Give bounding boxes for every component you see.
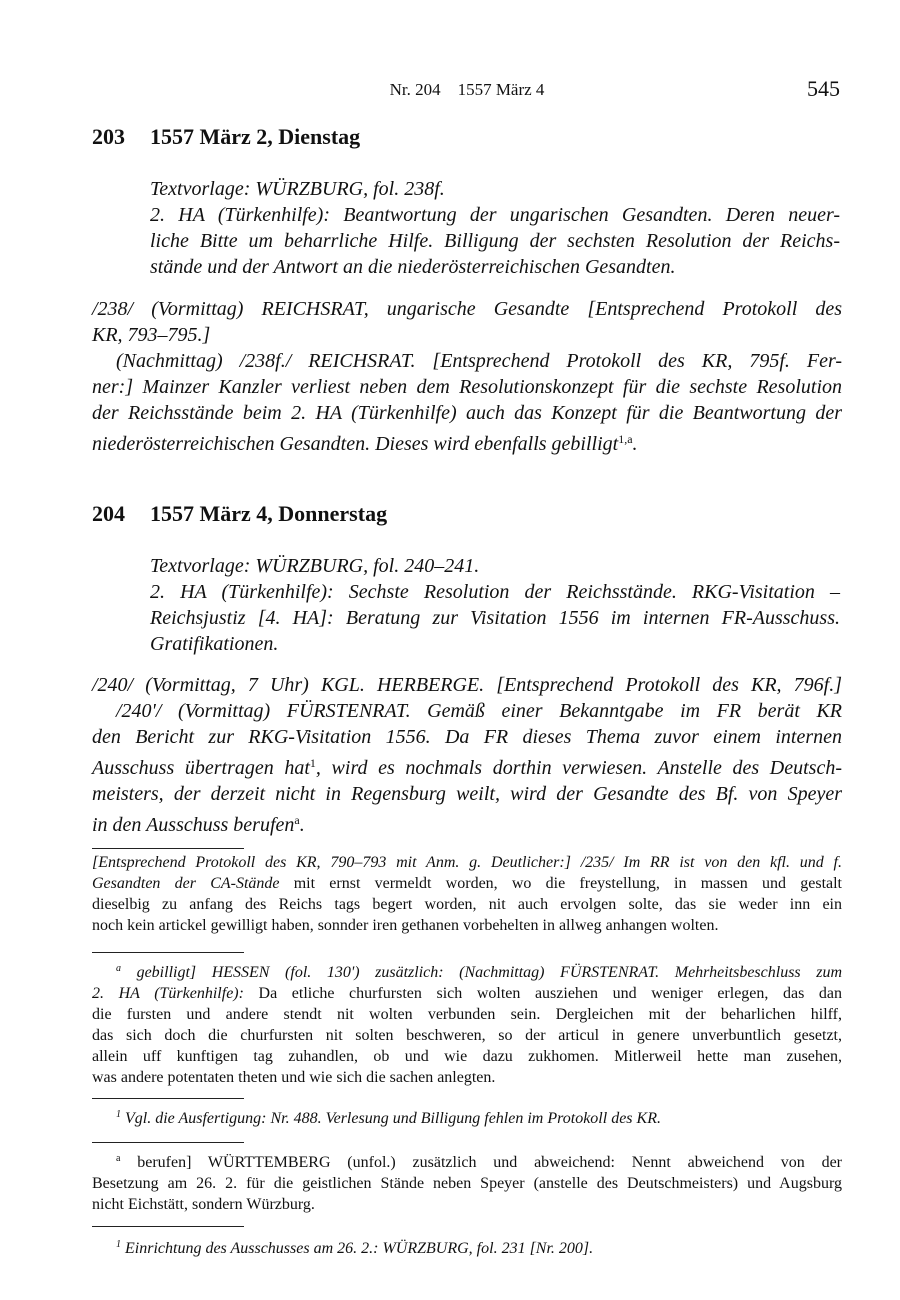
text-line: (Nachmittag) /238f./ REICHSRAT. [Entsprechend Protokoll des KR, 795f. Fer- <box>116 350 842 372</box>
footnote-1-entry-204 <box>92 1104 842 1129</box>
footnote-line: was andere potentaten theten und wie sich die sachen anlegten. <box>92 1069 496 1086</box>
entry-date: 1557 März 2, Dienstag <box>150 124 361 149</box>
footnote-1-entry-203 <box>92 852 842 936</box>
text-line: KR, 793–795.] <box>92 324 211 346</box>
footnote-mark: a <box>116 1153 121 1164</box>
footnote-segment: mit ernst vermeldt worden, wo die freystellung, in massen und gestalt <box>279 875 843 892</box>
footnote-line: das sich doch die churfursten nit solten beschweren, so der articul in genere unverbuntlich gesetzt, <box>92 1027 842 1044</box>
footnote-mark: a <box>116 963 121 974</box>
entry-heading-203 <box>92 124 360 150</box>
footnote-mark: 1,a <box>618 432 633 446</box>
footnote-line <box>92 1234 842 1259</box>
text-segment: Ausschuss übertragen hat <box>92 757 310 779</box>
footnote-line: allein uff kunftigen tag zuhandlen, ob und wie dazu zukhomen. Mitlerweil hette man zusehen, <box>92 1048 842 1065</box>
entry-text-204 <box>92 672 842 838</box>
footnote-segment: Einrichtung des Ausschusses am 26. 2.: WÜRZBURG, fol. 231 [Nr. 200]. <box>125 1240 594 1257</box>
footnote-segment: 2. HA (Türkenhilfe): <box>92 985 244 1002</box>
entry-number: 203 <box>92 124 125 149</box>
footnote-line: Besetzung am 26. 2. für die geistlichen Stände neben Speyer (anstelle des Deutschmeisters) und Augsburg <box>92 1175 842 1192</box>
footnote-rule <box>92 1142 244 1143</box>
page-header <box>92 78 842 106</box>
footnote-mark: a <box>294 813 300 827</box>
footnote-line: dieselbig zu anfang des Reichs tags begert worden, nit auch ervolgen solte, das sie weder inn ein <box>92 896 842 913</box>
footnote-line <box>92 1148 842 1173</box>
footnote-rule <box>92 952 244 953</box>
footnote-1b-entry-204 <box>92 1234 842 1259</box>
footnote-segment: Vgl. die Ausfertigung: Nr. 488. Verlesung und Billigung fehlen im Protokoll des KR. <box>125 1110 661 1127</box>
footnote-mark: 1 <box>116 1239 121 1250</box>
text-line <box>92 750 842 781</box>
entry-date: 1557 März 4, Donnerstag <box>150 501 388 526</box>
text-line: /238/ (Vormittag) REICHSRAT, ungarische Gesandte [Entsprechend Protokoll des <box>92 298 842 320</box>
regest-line: Textvorlage: WÜRZBURG, fol. 238f. <box>150 178 445 200</box>
text-line: /240'/ (Vormittag) FÜRSTENRAT. Gemäß einer Bekanntgabe im FR berät KR <box>116 700 842 722</box>
regest-203 <box>150 176 840 280</box>
text-segment: in den Ausschuss berufen <box>92 814 295 836</box>
entry-text-203 <box>92 296 842 457</box>
footnote-line <box>92 873 842 894</box>
footnote-line: [Entsprechend Protokoll des KR, 790–793 mit Anm. g. Deutlicher:] /235/ Im RR ist von den kfl. und f. <box>92 854 842 871</box>
footnote-segment: Da etliche churfursten sich wolten ausziehen und weniger erlegen, das dan <box>243 985 843 1002</box>
regest-line: 2. HA (Türkenhilfe): Beantwortung der ungarischen Gesandten. Deren neuer- <box>150 204 840 226</box>
footnote-rule <box>92 1098 244 1099</box>
page-number: 545 <box>807 76 840 101</box>
text-line: den Bericht zur RKG-Visitation 1556. Da FR dieses Thema zuvor einem internen <box>92 726 842 748</box>
footnote-line: nicht Eichstätt, sondern Würzburg. <box>92 1196 315 1213</box>
text-line: der Reichsstände beim 2. HA (Türkenhilfe) auch das Konzept für die Beantwortung der <box>92 402 842 424</box>
entry-heading-204 <box>92 501 387 527</box>
footnote-segment: gebilligt] HESSEN (fol. 130') zusätzlich: (Nachmittag) FÜRSTENRAT. Mehrheitsbeschluss zum <box>136 964 843 981</box>
text-line <box>92 807 842 838</box>
footnote-line <box>92 1104 842 1129</box>
text-segment: niederösterreichischen Gesandten. Dieses wird ebenfalls gebilligt <box>92 433 619 455</box>
text-line: ner:] Mainzer Kanzler verliest neben dem Resolutionskonzept für die sechste Resolution <box>92 376 842 398</box>
footnote-line <box>92 983 842 1004</box>
regest-line: Textvorlage: WÜRZBURG, fol. 240–241. <box>150 555 480 577</box>
text-segment: . <box>632 433 638 455</box>
text-line: /240/ (Vormittag, 7 Uhr) KGL. HERBERGE. [Entsprechend Protokoll des KR, 796f.] <box>92 674 842 696</box>
running-head: Nr. 204 1557 März 4 <box>389 80 545 99</box>
footnote-a-entry-204 <box>92 1148 842 1215</box>
regest-line: Gratifikationen. <box>150 633 279 655</box>
footnote-segment: Gesandten der CA-Stände <box>92 875 280 892</box>
footnote-line <box>92 958 842 983</box>
regest-line: stände und der Antwort an die niederösterreichischen Gesandten. <box>150 256 676 278</box>
regest-204 <box>150 553 840 657</box>
footnote-line: noch kein artickel gewilligt haben, sonnder iren gethanen vorbehelten in allweg anhangen wolten. <box>92 917 719 934</box>
regest-line: 2. HA (Türkenhilfe): Sechste Resolution der Reichsstände. RKG-Visitation – <box>150 581 840 603</box>
footnote-mark: 1 <box>116 1109 121 1120</box>
footnote-rule <box>92 848 244 849</box>
text-line: meisters, der derzeit nicht in Regensburg weilt, wird der Gesandte des Bf. von Speyer <box>92 783 842 805</box>
text-segment: . <box>299 814 305 836</box>
footnote-segment: berufen] WÜRTTEMBERG (unfol.) zusätzlich und abweichend: Nennt abweichend von der <box>137 1154 843 1171</box>
regest-line: Reichsjustiz [4. HA]: Beratung zur Visitation 1556 im internen FR-Ausschuss. <box>150 607 840 629</box>
footnote-rule <box>92 1226 244 1227</box>
text-segment: , wird es nochmals dorthin verwiesen. Anstelle des Deutsch- <box>315 757 842 779</box>
footnote-line: die fursten und andere stendt nit wolten verbunden sein. Dergleichen mit der beharlichen hilff, <box>92 1006 842 1023</box>
footnote-mark: 1 <box>309 756 316 770</box>
regest-line: liche Bitte um beharrliche Hilfe. Billigung der sechsten Resolution der Reichs- <box>150 230 840 252</box>
footnote-a-entry-203 <box>92 958 842 1088</box>
text-line <box>92 426 842 457</box>
entry-number: 204 <box>92 501 125 526</box>
